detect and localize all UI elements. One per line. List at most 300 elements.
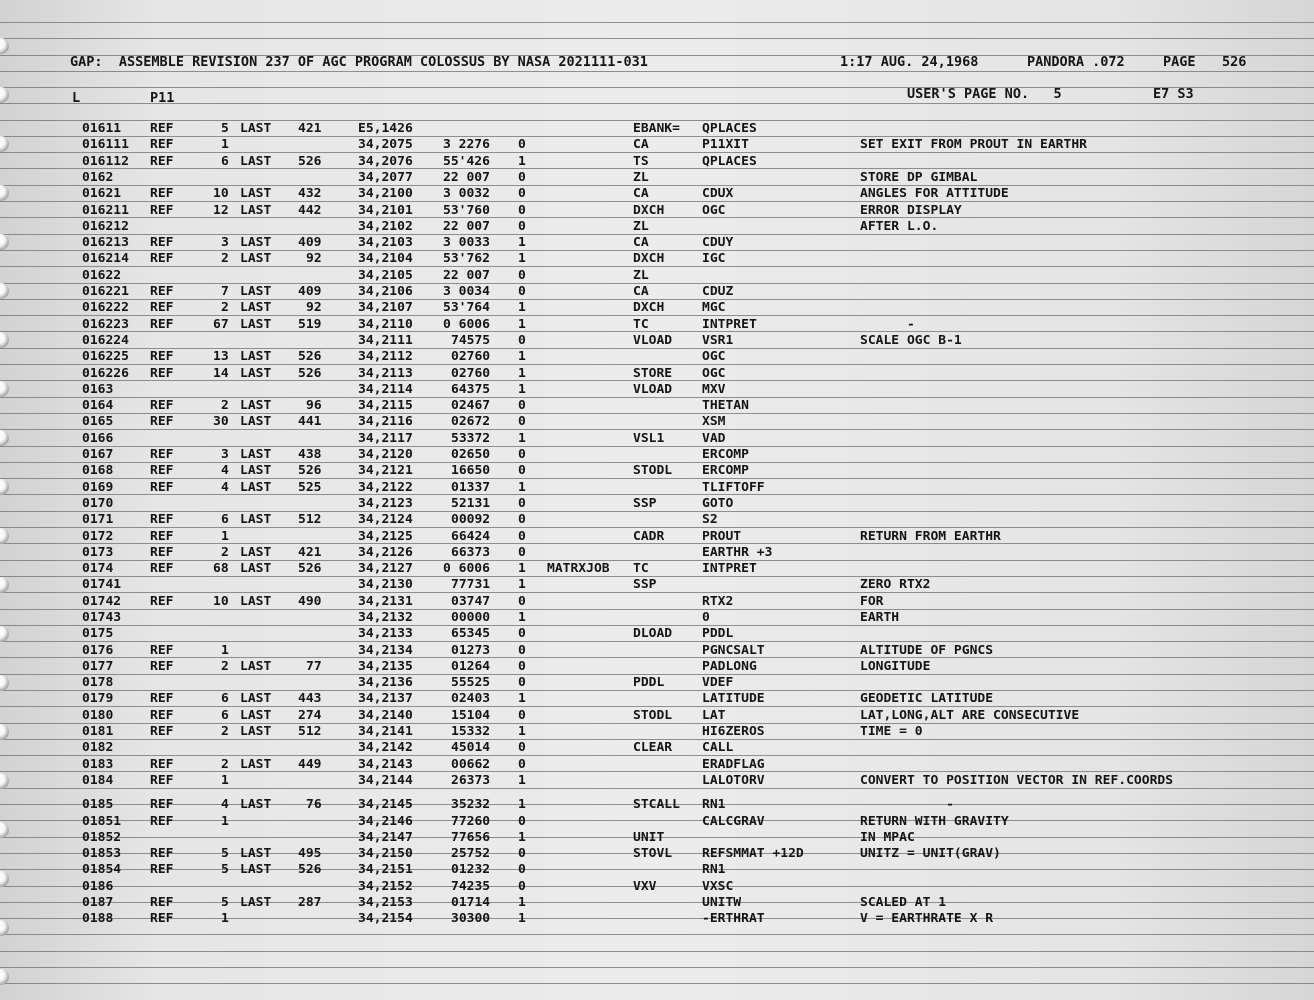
address: 34,2134 (358, 642, 413, 657)
operand: PROUT (702, 528, 742, 543)
line-number: 0170 (82, 495, 114, 510)
parity-flag: 0 (518, 528, 526, 543)
last-page: 438 (298, 446, 322, 461)
operand: HI6ZEROS (702, 723, 765, 738)
address: 34,2110 (358, 316, 413, 331)
address: 34,2116 (358, 413, 413, 428)
parity-flag: 1 (518, 910, 526, 925)
ref-keyword: REF (150, 528, 174, 543)
last-keyword: LAST (240, 185, 272, 200)
ref-keyword: REF (150, 707, 174, 722)
address: 34,2101 (358, 202, 413, 217)
pandora-version: PANDORA .072 (1027, 55, 1125, 70)
ruled-line (0, 820, 1314, 821)
parity-flag: 1 (518, 153, 526, 168)
operand: EARTHR +3 (702, 544, 773, 559)
ruled-line (0, 690, 1314, 691)
operand: ERCOMP (702, 446, 749, 461)
address: 34,2136 (358, 674, 413, 689)
octal-word: 53'762 (443, 250, 490, 265)
comment: SCALED AT 1 (860, 894, 947, 909)
last-page: 490 (298, 593, 322, 608)
ref-keyword: REF (150, 365, 174, 380)
last-page: 512 (298, 511, 322, 526)
address: 34,2144 (358, 772, 413, 787)
parity-flag: 0 (518, 511, 526, 526)
ref-keyword: REF (150, 690, 174, 705)
address: 34,2102 (358, 218, 413, 233)
ref-keyword: REF (150, 446, 174, 461)
address: 34,2106 (358, 283, 413, 298)
opcode: SSP (633, 576, 657, 591)
octal-word: 22 007 (443, 267, 490, 282)
last-keyword: LAST (240, 446, 272, 461)
last-keyword: LAST (240, 511, 272, 526)
line-number: 01851 (82, 813, 122, 828)
octal-word: 03747 (451, 593, 491, 608)
ref-count: 5 (221, 861, 229, 876)
line-number: 0173 (82, 544, 114, 559)
ref-count: 67 (213, 316, 229, 331)
last-page: 77 (306, 658, 322, 673)
octal-word: 45014 (451, 739, 491, 754)
operand: S2 (702, 511, 718, 526)
parity-flag: 1 (518, 316, 526, 331)
parity-flag: 1 (518, 250, 526, 265)
address: 34,2147 (358, 829, 413, 844)
ref-keyword: REF (150, 910, 174, 925)
ref-keyword: REF (150, 136, 174, 151)
opcode: CLEAR (633, 739, 673, 754)
tractor-feed-holes (0, 0, 22, 1000)
parity-flag: 1 (518, 430, 526, 445)
octal-word: 53'760 (443, 202, 490, 217)
feed-hole (0, 626, 9, 642)
ruled-line (0, 918, 1314, 919)
feed-hole (0, 87, 9, 103)
ruled-line (0, 869, 1314, 870)
parity-flag: 0 (518, 739, 526, 754)
comment: - (860, 316, 915, 331)
operand: LALOTORV (702, 772, 765, 787)
octal-word: 3 2276 (443, 136, 490, 151)
address: E5,1426 (358, 120, 413, 135)
line-number: 0164 (82, 397, 114, 412)
parity-flag: 0 (518, 861, 526, 876)
octal-word: 55525 (451, 674, 491, 689)
address: 34,2111 (358, 332, 413, 347)
operand: XSM (702, 413, 726, 428)
operand: GOTO (702, 495, 734, 510)
last-keyword: LAST (240, 462, 272, 477)
operand: QPLACES (702, 120, 757, 135)
last-page: 441 (298, 413, 322, 428)
ref-count: 2 (221, 658, 229, 673)
operand: ERADFLAG (702, 756, 765, 771)
address: 34,2117 (358, 430, 413, 445)
ref-keyword: REF (150, 756, 174, 771)
ruled-line (0, 136, 1314, 137)
parity-flag: 0 (518, 462, 526, 477)
parity-flag: 0 (518, 202, 526, 217)
ref-count: 2 (221, 544, 229, 559)
comment: - (860, 796, 954, 811)
line-number: 0179 (82, 690, 114, 705)
feed-hole (0, 38, 9, 54)
ref-keyword: REF (150, 316, 174, 331)
ruled-line (0, 755, 1314, 756)
address: 34,2140 (358, 707, 413, 722)
feed-hole (0, 822, 9, 838)
last-keyword: LAST (240, 365, 272, 380)
last-keyword: LAST (240, 413, 272, 428)
octal-word: 00000 (451, 609, 491, 624)
ref-count: 6 (221, 690, 229, 705)
octal-word: 15104 (451, 707, 491, 722)
ref-count: 30 (213, 413, 229, 428)
opcode: STODL (633, 462, 673, 477)
octal-word: 3 0032 (443, 185, 490, 200)
operand: QPLACES (702, 153, 757, 168)
address: 34,2115 (358, 397, 413, 412)
last-keyword: LAST (240, 658, 272, 673)
octal-word: 77656 (451, 829, 491, 844)
octal-word: 77731 (451, 576, 491, 591)
operand: MXV (702, 381, 726, 396)
last-page: 512 (298, 723, 322, 738)
line-number: 0186 (82, 878, 114, 893)
ref-keyword: REF (150, 813, 174, 828)
last-keyword: LAST (240, 690, 272, 705)
line-number: 016214 (82, 250, 129, 265)
line-number: 0184 (82, 772, 114, 787)
last-keyword: LAST (240, 593, 272, 608)
program-name: P11 (150, 91, 175, 106)
line-number: 0168 (82, 462, 114, 477)
opcode: STORE (633, 365, 673, 380)
ref-count: 6 (221, 707, 229, 722)
octal-word: 02760 (451, 348, 491, 363)
ref-count: 5 (221, 120, 229, 135)
ref-keyword: REF (150, 796, 174, 811)
octal-word: 0 6006 (443, 316, 490, 331)
address: 34,2121 (358, 462, 413, 477)
ref-count: 1 (221, 813, 229, 828)
address: 34,2125 (358, 528, 413, 543)
octal-word: 02467 (451, 397, 491, 412)
operand: PDDL (702, 625, 734, 640)
parity-flag: 0 (518, 283, 526, 298)
last-keyword: LAST (240, 861, 272, 876)
last-keyword: LAST (240, 845, 272, 860)
last-keyword: LAST (240, 250, 272, 265)
address: 34,2127 (358, 560, 413, 575)
address: 34,2141 (358, 723, 413, 738)
parity-flag: 1 (518, 723, 526, 738)
octal-word: 02403 (451, 690, 491, 705)
octal-word: 02650 (451, 446, 491, 461)
comment: SCALE OGC B-1 (860, 332, 962, 347)
operand: P11XIT (702, 136, 749, 151)
ref-count: 2 (221, 756, 229, 771)
line-number: 0188 (82, 910, 114, 925)
ruled-line (0, 788, 1314, 789)
address: 34,2124 (358, 511, 413, 526)
ref-keyword: REF (150, 479, 174, 494)
line-number: 0182 (82, 739, 114, 754)
parity-flag: 1 (518, 479, 526, 494)
line-number: 016224 (82, 332, 129, 347)
octal-word: 00662 (451, 756, 491, 771)
operand: IGC (702, 250, 726, 265)
comment: SET EXIT FROM PROUT IN EARTHR (860, 136, 1087, 151)
comment: EARTH (860, 609, 900, 624)
feed-hole (0, 920, 9, 936)
octal-word: 26373 (451, 772, 491, 787)
parity-flag: 0 (518, 625, 526, 640)
last-page: 525 (298, 479, 322, 494)
last-page: 421 (298, 544, 322, 559)
line-number: 016225 (82, 348, 129, 363)
opcode: STOVL (633, 845, 673, 860)
ref-keyword: REF (150, 348, 174, 363)
last-keyword: LAST (240, 544, 272, 559)
ruled-line (0, 902, 1314, 903)
ref-keyword: REF (150, 153, 174, 168)
comment: STORE DP GIMBAL (860, 169, 978, 184)
octal-word: 52131 (451, 495, 491, 510)
line-number: 0181 (82, 723, 114, 738)
last-keyword: LAST (240, 894, 272, 909)
opcode: UNIT (633, 829, 665, 844)
line-number: 01611 (82, 120, 122, 135)
last-keyword: LAST (240, 348, 272, 363)
operand: VXSC (702, 878, 734, 893)
operand: RN1 (702, 861, 726, 876)
ref-count: 12 (213, 202, 229, 217)
line-number: 016212 (82, 218, 129, 233)
ref-keyword: REF (150, 234, 174, 249)
section-code: E7 S3 (1153, 87, 1194, 102)
ref-count: 3 (221, 234, 229, 249)
feed-hole (0, 969, 9, 985)
comment: V = EARTHRATE X R (860, 910, 994, 925)
operand: ERCOMP (702, 462, 749, 477)
last-page: 526 (298, 348, 322, 363)
parity-flag: 1 (518, 772, 526, 787)
operand: LATITUDE (702, 690, 765, 705)
parity-flag: 1 (518, 609, 526, 624)
address: 34,2143 (358, 756, 413, 771)
line-number: 0185 (82, 796, 114, 811)
last-keyword: LAST (240, 202, 272, 217)
feed-hole (0, 724, 9, 740)
ref-keyword: REF (150, 642, 174, 657)
operand: RTX2 (702, 593, 734, 608)
operand: PGNCSALT (702, 642, 765, 657)
operand: TLIFTOFF (702, 479, 765, 494)
last-page: 519 (298, 316, 322, 331)
last-page: 526 (298, 462, 322, 477)
opcode: VSL1 (633, 430, 665, 445)
ref-count: 4 (221, 796, 229, 811)
ruled-line (0, 511, 1314, 512)
last-page: 92 (306, 250, 322, 265)
last-keyword: LAST (240, 153, 272, 168)
page-number: 526 (1222, 55, 1247, 70)
octal-word: 01264 (451, 658, 491, 673)
address: 34,2154 (358, 910, 413, 925)
octal-word: 01337 (451, 479, 491, 494)
line-number: 0174 (82, 560, 114, 575)
user-page-number: USER'S PAGE NO. 5 (907, 87, 1062, 102)
ref-keyword: REF (150, 845, 174, 860)
feed-hole (0, 234, 9, 250)
ref-count: 14 (213, 365, 229, 380)
operand: -ERTHRAT (702, 910, 765, 925)
address: 34,2145 (358, 796, 413, 811)
ruled-line (0, 217, 1314, 218)
ruled-line (0, 266, 1314, 267)
ruled-line (0, 967, 1314, 968)
address: 34,2075 (358, 136, 413, 151)
feed-hole (0, 773, 9, 789)
opcode: SSP (633, 495, 657, 510)
address: 34,2107 (358, 299, 413, 314)
parity-flag: 0 (518, 756, 526, 771)
line-number: 016111 (82, 136, 129, 151)
comment: ANGLES FOR ATTITUDE (860, 185, 1009, 200)
ruled-line (0, 983, 1314, 984)
ref-keyword: REF (150, 511, 174, 526)
address: 34,2132 (358, 609, 413, 624)
ref-count: 1 (221, 528, 229, 543)
feed-hole (0, 430, 9, 446)
ref-count: 6 (221, 153, 229, 168)
ref-count: 5 (221, 894, 229, 909)
last-page: 495 (298, 845, 322, 860)
ruled-line (0, 38, 1314, 39)
parity-flag: 0 (518, 446, 526, 461)
line-number: 0177 (82, 658, 114, 673)
label: MATRXJOB (547, 560, 610, 575)
octal-word: 35232 (451, 796, 491, 811)
last-keyword: LAST (240, 796, 272, 811)
ruled-line (0, 152, 1314, 153)
comment: RETURN FROM EARTHR (860, 528, 1001, 543)
ref-keyword: REF (150, 250, 174, 265)
feed-hole (0, 283, 9, 299)
operand: VSR1 (702, 332, 734, 347)
address: 34,2130 (358, 576, 413, 591)
line-number: 01853 (82, 845, 122, 860)
ref-count: 2 (221, 723, 229, 738)
opcode: CA (633, 234, 649, 249)
ref-count: 10 (213, 593, 229, 608)
line-number: 016213 (82, 234, 129, 249)
parity-flag: 0 (518, 707, 526, 722)
operand: LAT (702, 707, 726, 722)
operand: OGC (702, 365, 726, 380)
last-page: 409 (298, 283, 322, 298)
opcode: PDDL (633, 674, 665, 689)
last-keyword: LAST (240, 316, 272, 331)
line-number: 0175 (82, 625, 114, 640)
line-number: 01854 (82, 861, 122, 876)
operand: REFSMMAT +12D (702, 845, 804, 860)
line-number: 016211 (82, 202, 129, 217)
octal-word: 66424 (451, 528, 491, 543)
last-keyword: LAST (240, 283, 272, 298)
ref-keyword: REF (150, 772, 174, 787)
address: 34,2133 (358, 625, 413, 640)
ruled-line (0, 185, 1314, 186)
ref-keyword: REF (150, 593, 174, 608)
ref-count: 1 (221, 136, 229, 151)
parity-flag: 0 (518, 878, 526, 893)
ruled-line (0, 576, 1314, 577)
ref-keyword: REF (150, 544, 174, 559)
ref-keyword: REF (150, 658, 174, 673)
ruled-line (0, 609, 1314, 610)
assembly-title: GAP: ASSEMBLE REVISION 237 OF AGC PROGRAM COLOSSUS BY NASA 2021111-031 (70, 55, 648, 70)
feed-hole (0, 381, 9, 397)
parity-flag: 0 (518, 267, 526, 282)
line-number: 0176 (82, 642, 114, 657)
parity-flag: 0 (518, 169, 526, 184)
parity-flag: 0 (518, 642, 526, 657)
ref-keyword: REF (150, 462, 174, 477)
line-number: 0171 (82, 511, 114, 526)
ruled-line (0, 478, 1314, 479)
ruled-line (0, 951, 1314, 952)
feed-hole (0, 136, 9, 152)
listing-marker: L (72, 91, 81, 106)
comment: TIME = 0 (860, 723, 923, 738)
operand: CDUY (702, 234, 734, 249)
comment: FOR (860, 593, 884, 608)
line-number: 01621 (82, 185, 122, 200)
opcode: EBANK= (633, 120, 680, 135)
parity-flag: 1 (518, 894, 526, 909)
address: 34,2103 (358, 234, 413, 249)
octal-word: 55'426 (443, 153, 490, 168)
last-page: 526 (298, 560, 322, 575)
comment: AFTER L.O. (860, 218, 939, 233)
ruled-line (0, 641, 1314, 642)
ruled-line (0, 22, 1314, 23)
ref-keyword: REF (150, 283, 174, 298)
address: 34,2114 (358, 381, 413, 396)
ref-keyword: REF (150, 560, 174, 575)
ref-keyword: REF (150, 185, 174, 200)
last-page: 443 (298, 690, 322, 705)
parity-flag: 0 (518, 495, 526, 510)
opcode: DXCH (633, 299, 665, 314)
ref-count: 1 (221, 642, 229, 657)
comment: LAT,LONG,ALT ARE CONSECUTIVE (860, 707, 1080, 722)
ruled-line (0, 446, 1314, 447)
address: 34,2112 (358, 348, 413, 363)
octal-word: 64375 (451, 381, 491, 396)
address: 34,2105 (358, 267, 413, 282)
octal-word: 02760 (451, 365, 491, 380)
parity-flag: 0 (518, 658, 526, 673)
last-page: 287 (298, 894, 322, 909)
parity-flag: 1 (518, 576, 526, 591)
line-number: 01852 (82, 829, 122, 844)
parity-flag: 0 (518, 593, 526, 608)
